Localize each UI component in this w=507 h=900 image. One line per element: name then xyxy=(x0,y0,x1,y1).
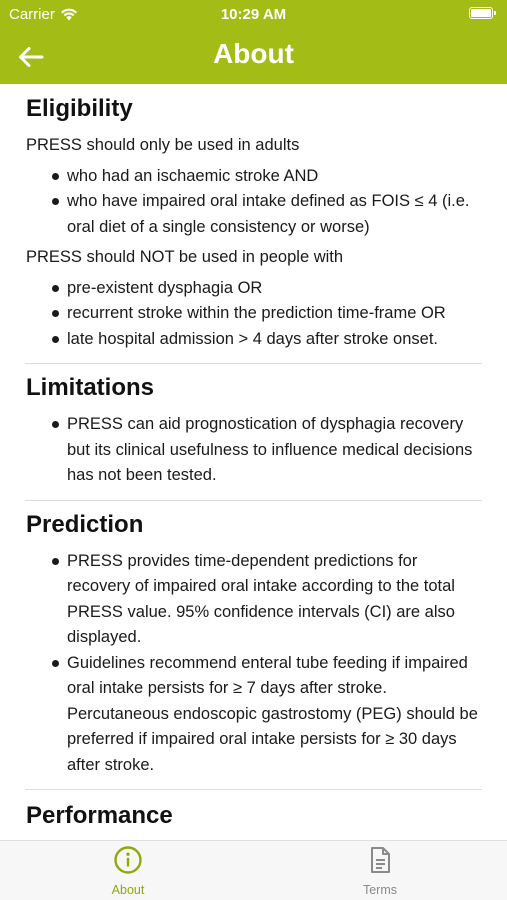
list-item: recurrent stroke within the prediction time-frame OR xyxy=(26,301,482,327)
list-item: PRESS provides time-dependent predictions for recovery of impaired oral intake according to the total PRESS value. 95% confidence intervals (CI) are also displayed. xyxy=(26,549,482,651)
prediction-list xyxy=(26,549,482,779)
tab-about[interactable] xyxy=(68,845,188,897)
section-heading: Limitations xyxy=(26,374,155,401)
tab-bar xyxy=(0,840,507,900)
list-item: Guidelines recommend enteral tube feeding if impaired oral intake persists for ≥ 7 days after stroke. Percutaneous endoscopic gastrostomy (PEG) should be preferred if impaired oral intake persists for ≥ 30 days after stroke. xyxy=(26,651,482,779)
app-header xyxy=(0,0,507,84)
status-bar xyxy=(0,0,507,30)
about-content[interactable] xyxy=(0,84,507,840)
section-heading: Prediction xyxy=(26,510,144,538)
page-title: About xyxy=(213,38,294,69)
list-item: late hospital admission > 4 days after stroke onset. xyxy=(26,327,482,353)
list-item: pre-existent dysphagia OR xyxy=(26,276,482,302)
list-item: who have impaired oral intake defined as FOIS ≤ 4 (i.e. oral diet of a single consistency or worse) xyxy=(26,189,482,240)
eligibility-intro: PRESS should only be used in adults xyxy=(26,136,300,154)
eligibility-inclusion-list xyxy=(26,164,482,241)
list-item: PRESS can aid prognostication of dysphagia recovery but its clinical usefulness to influence medical decisions has not been tested. xyxy=(26,412,482,489)
section-heading: Performance xyxy=(26,802,173,829)
performance-section xyxy=(0,790,507,830)
prediction-section xyxy=(0,501,507,779)
navigation-bar xyxy=(0,30,507,84)
eligibility-section xyxy=(0,84,507,352)
limitations-section xyxy=(0,364,507,489)
tab-label: Terms xyxy=(362,883,398,897)
section-heading: Eligibility xyxy=(26,95,133,122)
status-time: 10:29 AM xyxy=(220,6,287,23)
battery-icon xyxy=(469,7,493,19)
eligibility-exclusion-list xyxy=(26,276,482,353)
list-item: who had an ischaemic stroke AND xyxy=(26,164,482,190)
tab-label: About xyxy=(111,883,145,897)
carrier-label: Carrier xyxy=(9,6,55,23)
tab-terms[interactable] xyxy=(320,845,440,897)
document-icon xyxy=(365,845,395,875)
info-circle-icon xyxy=(113,845,143,875)
limitations-list xyxy=(26,412,482,489)
eligibility-exclusion-intro: PRESS should NOT be used in people with xyxy=(26,248,344,266)
